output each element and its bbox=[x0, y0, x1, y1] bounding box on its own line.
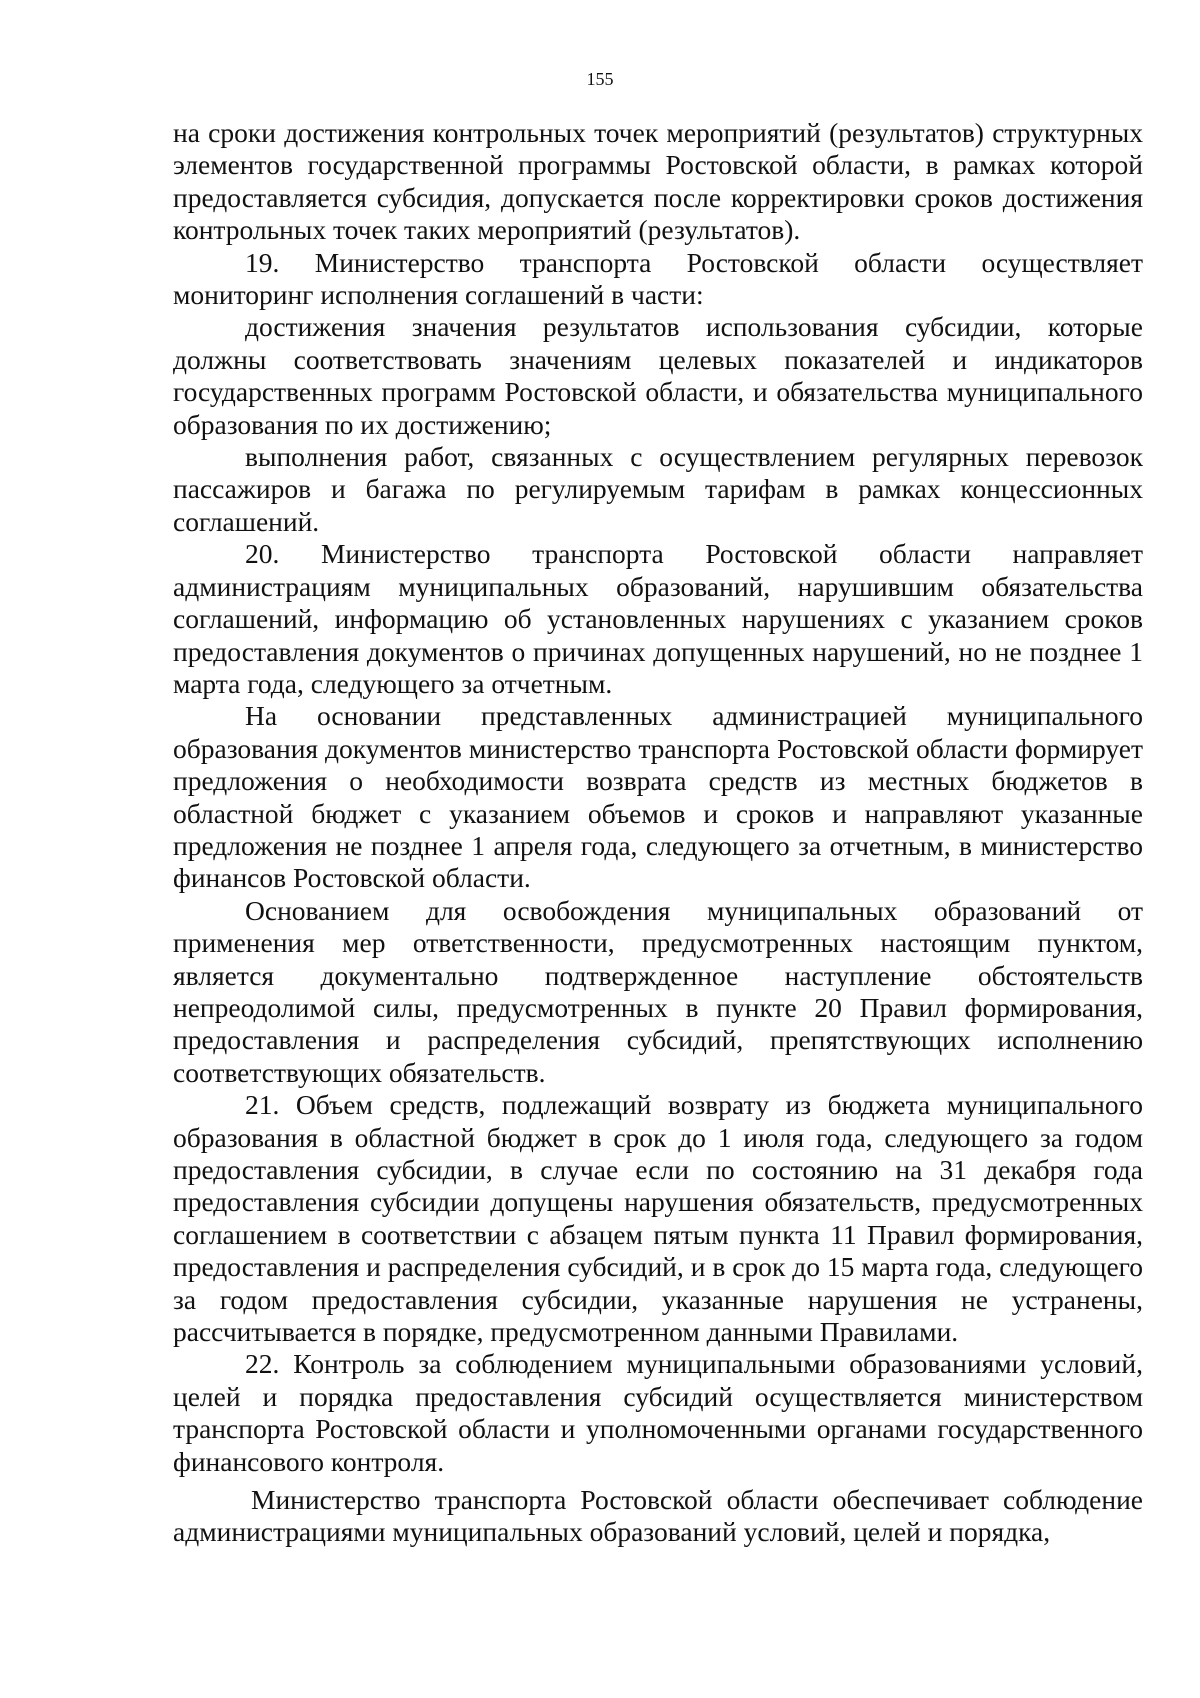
paragraph-item-19: 19. Министерство транспорта Ростовской области осуществляет мониторинг исполнения соглашений в части: bbox=[173, 246, 1143, 311]
paragraph-item-20-proposals: На основании представленных администрацией муниципального образования документов министерство транспорта Ростовской области формирует предложения о необходимости возврата средств из местных бюджетов в областной бюджет с указанием объемов и сроков и направляют указанные предложения не позднее 1 апреля года, следующего за отчетным, в министерство финансов Ростовской области. bbox=[173, 700, 1143, 894]
paragraph-continuation: на сроки достижения контрольных точек мероприятий (результатов) структурных элементов государственной программы Ростовской области, в рамках которой предоставляется субсидия, допускается после корректировки сроков достижения контрольных точек таких мероприятий (результатов). bbox=[173, 117, 1143, 246]
paragraph-item-20-exemption: Основанием для освобождения муниципальных образований от применения мер ответственности, предусмотренных настоящим пунктом, является документально подтвержденное наступление обстоятельств непреодолимой силы, предусмотренных в пункте 20 Правил формирования, предоставления и распределения субсидий, препятствующих исполнению соответствующих обязательств. bbox=[173, 894, 1143, 1088]
paragraph-item-22-ministry: Министерство транспорта Ростовской области обеспечивает соблюдение администрациями муниципальных образований условий, целей и порядка, bbox=[173, 1484, 1143, 1548]
document-body bbox=[173, 117, 1143, 1549]
page-number: 155 bbox=[586, 69, 614, 89]
paragraph-item-22: 22. Контроль за соблюдением муниципальными образованиями условий, целей и порядка предоставления субсидий осуществляется министерством транспорта Ростовской области и уполномоченными органами государственного финансового контроля. bbox=[173, 1348, 1143, 1477]
paragraph-item-21: 21. Объем средств, подлежащий возврату из бюджета муниципального образования в областной бюджет в срок до 1 июля года, следующего за годом предоставления субсидии, в случае если по состоянию на 31 декабря года предоставления субсидии допущены нарушения обязательств, предусмотренных соглашением в соответствии с абзацем пятым пункта 11 Правил формирования, предоставления и распределения субсидий, и в срок до 15 марта года, следующего за годом предоставления субсидии, указанные нарушения не устранены, рассчитывается в порядке, предусмотренном данными Правилами. bbox=[173, 1089, 1143, 1348]
paragraph-item-20: 20. Министерство транспорта Ростовской области направляет администрациям муниципальных образований, нарушившим обязательства соглашений, информацию об установленных нарушениях с указанием сроков предоставления документов о причинах допущенных нарушений, но не позднее 1 марта года, следующего за отчетным. bbox=[173, 538, 1143, 699]
paragraph-item-19-works: выполнения работ, связанных с осуществлением регулярных перевозок пассажиров и багажа по регулируемым тарифам в рамках концессионных соглашений. bbox=[173, 441, 1143, 537]
paragraph-item-19-achievement: достижения значения результатов использования субсидии, которые должны соответствовать значениям целевых показателей и индикаторов государственных программ Ростовской области, и обязательства муниципального образования по их достижению; bbox=[173, 311, 1143, 440]
